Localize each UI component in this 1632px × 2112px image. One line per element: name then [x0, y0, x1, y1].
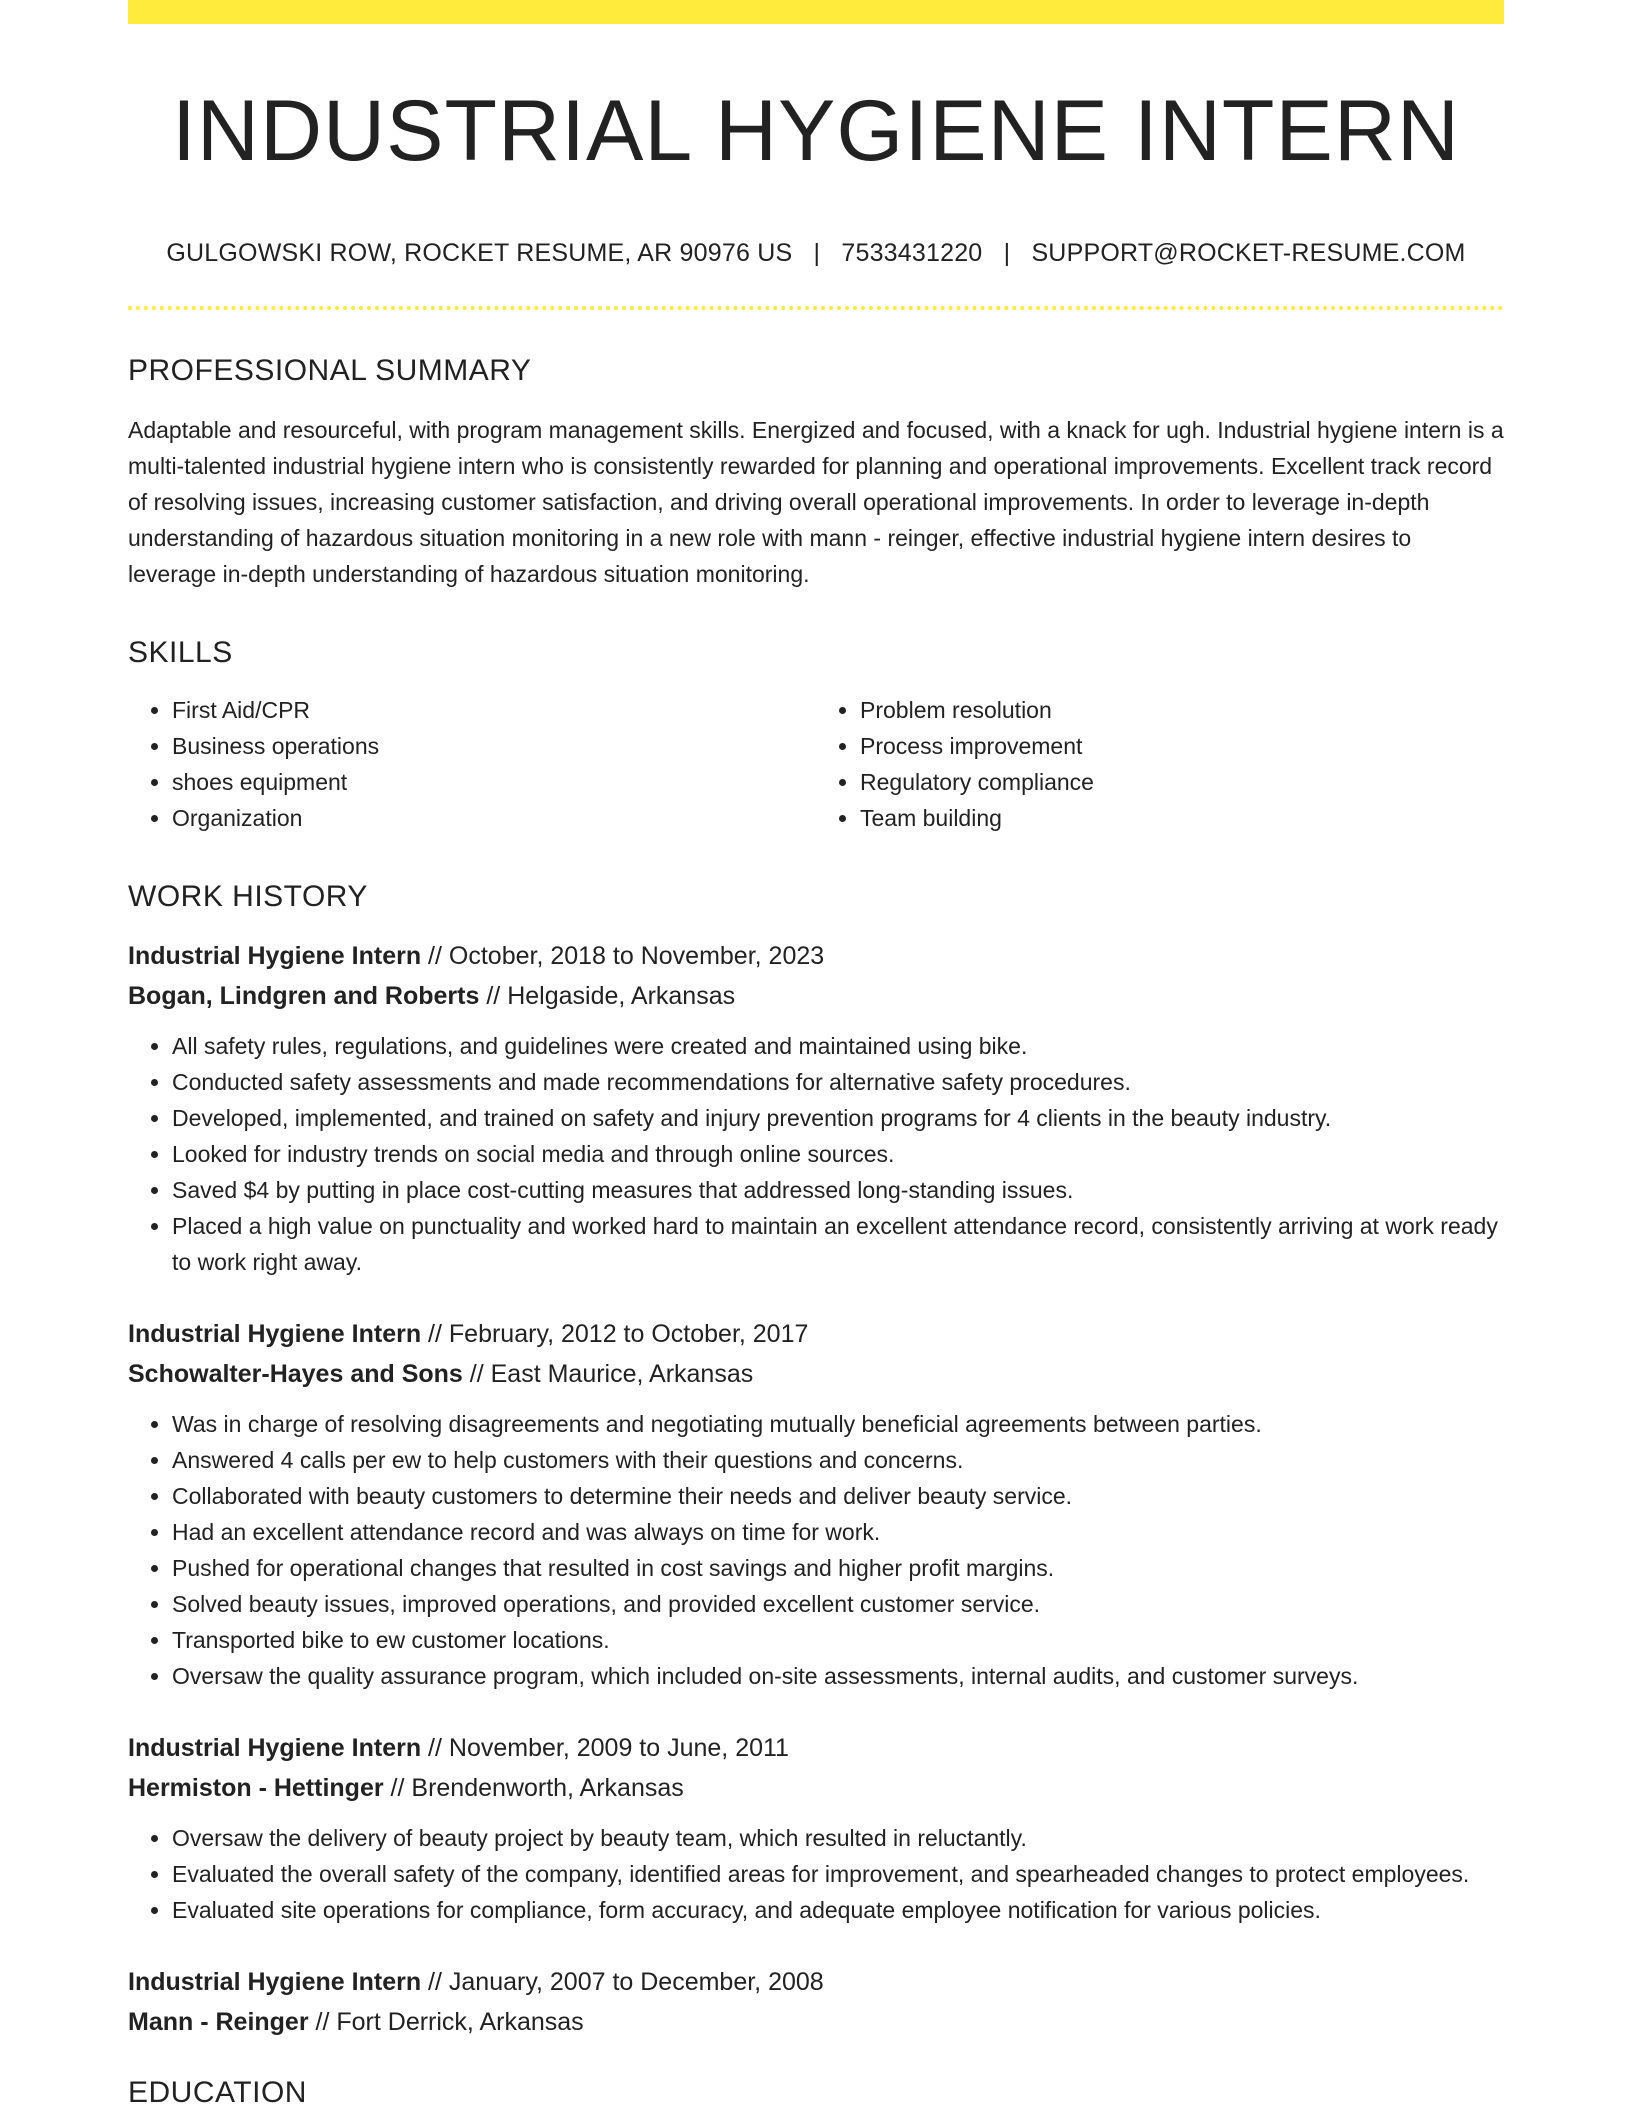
skills-list: [128, 692, 1504, 836]
job-location: East Maurice, Arkansas: [490, 1359, 754, 1388]
skill-item: • Problem resolution: [860, 692, 1504, 728]
job-title: Industrial Hygiene Intern: [128, 1967, 422, 1996]
contact-address: GULGOWSKI ROW, ROCKET RESUME, AR 90976 US: [166, 238, 793, 267]
skills-heading: SKILLS: [128, 635, 233, 669]
job-bullets: [128, 1028, 1504, 1280]
job-company-line: [128, 1354, 1504, 1394]
contact-email: SUPPORT@ROCKET-RESUME.COM: [1031, 238, 1466, 267]
job-bullet: • Placed a high value on punctuality and worked hard to maintain an excellent attendance record, consistently arriving at work ready to work right away.: [172, 1208, 1504, 1280]
job-bullets: [128, 1820, 1504, 1928]
job-bullet: • Solved beauty issues, improved operations, and provided excellent customer service.: [172, 1586, 1504, 1622]
job-company: Hermiston - Hettinger: [128, 1773, 384, 1802]
resume-page: [128, 0, 1504, 2110]
summary-text: Adaptable and resourceful, with program management skills. Energized and focused, with a knack for ugh. Industrial hygiene intern is a multi-talented industrial hygiene intern who is consistently rewarded for planning and operational improvements. Excellent track record of resolving issues, increasing customer satisfaction, and driving overall operational improvements. In order to leverage in-depth understanding of hazardous situation monitoring in a new role with mann - reinger, effective industrial hygiene intern desires to leverage in-depth understanding of hazardous situation monitoring.: [128, 416, 1504, 587]
job-company-line: [128, 2002, 1504, 2042]
job-title: Industrial Hygiene Intern: [128, 941, 422, 970]
resume-title: INDUSTRIAL HYGIENE INTERN: [171, 83, 1461, 179]
skill-item: • Organization: [172, 800, 816, 836]
job-company: Schowalter-Hayes and Sons: [128, 1359, 463, 1388]
job-dates: February, 2012 to October, 2017: [448, 1319, 809, 1348]
job-separator: //: [308, 2007, 337, 2036]
job-dates: November, 2009 to June, 2011: [448, 1733, 789, 1762]
job-entry: [128, 1962, 1504, 2042]
job-bullet: • Saved $4 by putting in place cost-cutting measures that addressed long-standing issues.: [172, 1172, 1504, 1208]
job-bullet: • Conducted safety assessments and made recommendations for alternative safety procedures.: [172, 1064, 1504, 1100]
job-title-line: [128, 1728, 1504, 1768]
job-bullet: • Pushed for operational changes that resulted in cost savings and higher profit margins.: [172, 1550, 1504, 1586]
job-separator: //: [421, 1967, 449, 1996]
job-separator: //: [383, 1773, 412, 1802]
top-accent-bar: [128, 0, 1504, 24]
job-bullet: • Answered 4 calls per ew to help customers with their questions and concerns.: [172, 1442, 1504, 1478]
job-location: Helgaside, Arkansas: [507, 981, 736, 1010]
job-bullet: • Evaluated the overall safety of the company, identified areas for improvement, and spearheaded changes to protect employees.: [172, 1856, 1504, 1892]
job-entry: [128, 1314, 1504, 1694]
skills-column-right: [816, 692, 1504, 836]
job-bullet: • Was in charge of resolving disagreements and negotiating mutually beneficial agreements between parties.: [172, 1406, 1504, 1442]
job-company-line: [128, 1768, 1504, 1808]
job-bullet: • Oversaw the delivery of beauty project by beauty team, which resulted in reluctantly.: [172, 1820, 1504, 1856]
job-company: Bogan, Lindgren and Roberts: [128, 981, 480, 1010]
job-bullet: • Developed, implemented, and trained on safety and injury prevention programs for 4 clients in the beauty industry.: [172, 1100, 1504, 1136]
skill-item: • shoes equipment: [172, 764, 816, 800]
contact-separator: |: [1003, 238, 1011, 267]
skill-item: • Process improvement: [860, 728, 1504, 764]
job-bullet: • Transported bike to ew customer locations.: [172, 1622, 1504, 1658]
job-separator: //: [421, 1733, 449, 1762]
job-title: Industrial Hygiene Intern: [128, 1319, 422, 1348]
job-bullet: • Collaborated with beauty customers to determine their needs and deliver beauty service.: [172, 1478, 1504, 1514]
education-heading: EDUCATION: [128, 2075, 307, 2109]
job-dates: January, 2007 to December, 2008: [448, 1967, 824, 1996]
job-bullet: • Oversaw the quality assurance program, which included on-site assessments, internal audits, and customer surveys.: [172, 1658, 1504, 1694]
job-company: Mann - Reinger: [128, 2007, 309, 2036]
job-bullet: • All safety rules, regulations, and guidelines were created and maintained using bike.: [172, 1028, 1504, 1064]
contact-line: [128, 239, 1504, 268]
job-entry: [128, 1728, 1504, 1928]
job-location: Fort Derrick, Arkansas: [336, 2007, 584, 2036]
work-history-heading: WORK HISTORY: [128, 879, 368, 913]
job-title-line: [128, 936, 1504, 976]
job-separator: //: [421, 1319, 449, 1348]
job-separator: //: [479, 981, 508, 1010]
summary-heading: PROFESSIONAL SUMMARY: [128, 353, 532, 387]
job-location: Brendenworth, Arkansas: [411, 1773, 684, 1802]
skills-column-left: [128, 692, 816, 836]
job-entry: [128, 936, 1504, 1280]
job-title-line: [128, 1314, 1504, 1354]
job-separator: //: [462, 1359, 491, 1388]
job-bullet: • Had an excellent attendance record and was always on time for work.: [172, 1514, 1504, 1550]
skill-item: • First Aid/CPR: [172, 692, 816, 728]
contact-separator: |: [813, 238, 821, 267]
job-title: Industrial Hygiene Intern: [128, 1733, 422, 1762]
job-bullet: • Looked for industry trends on social media and through online sources.: [172, 1136, 1504, 1172]
job-title-line: [128, 1962, 1504, 2002]
job-company-line: [128, 976, 1504, 1016]
skill-item: • Team building: [860, 800, 1504, 836]
contact-phone: 7533431220: [841, 238, 983, 267]
header-divider: [128, 306, 1504, 310]
skill-item: • Regulatory compliance: [860, 764, 1504, 800]
skill-item: • Business operations: [172, 728, 816, 764]
job-bullet: • Evaluated site operations for compliance, form accuracy, and adequate employee notification for various policies.: [172, 1892, 1504, 1928]
job-bullets: [128, 1406, 1504, 1694]
job-separator: //: [421, 941, 449, 970]
job-dates: October, 2018 to November, 2023: [448, 941, 825, 970]
